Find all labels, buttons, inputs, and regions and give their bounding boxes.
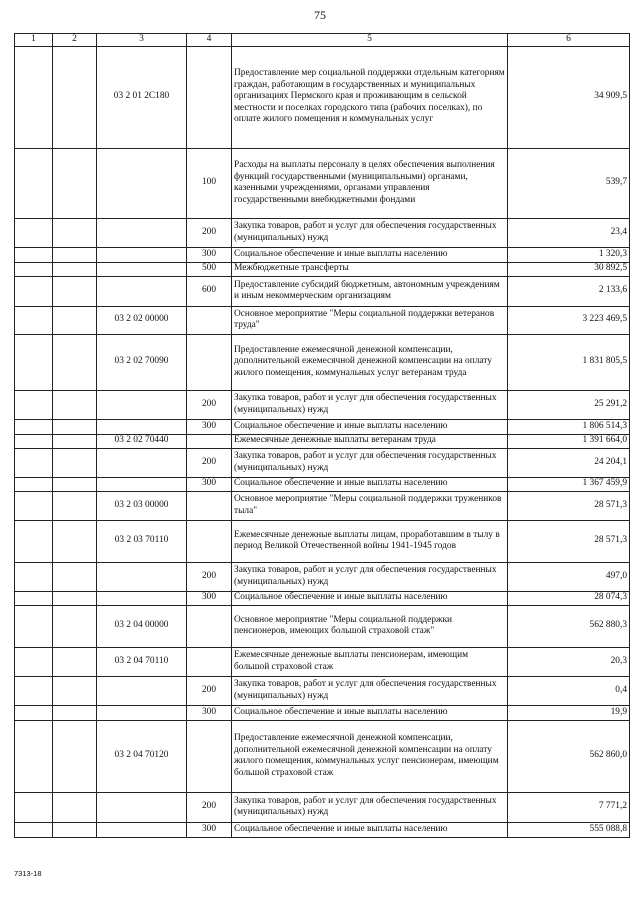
column-header: 6 [508,34,630,47]
row-amount: 28 571,3 [508,520,630,562]
column-header: 3 [97,34,187,47]
row-amount: 7 771,2 [508,792,630,822]
target-article-code [97,148,187,218]
row-description: Ежемесячные денежные выплаты пенсионерам, имеющим большой страховой стаж [232,647,508,676]
row-amount: 1 806 514,3 [508,419,630,434]
row-description: Основное мероприятие "Меры социальной поддержки тружеников тыла" [232,491,508,520]
page-number: 75 [314,8,326,22]
row-amount: 1 320,3 [508,247,630,262]
row-amount: 28 571,3 [508,491,630,520]
target-article-code [97,218,187,247]
table-row [15,448,630,477]
target-article-code [97,477,187,491]
row-description: Закупка товаров, работ и услуг для обеспечения государственных (муниципальных) нужд [232,448,508,477]
target-article-code [97,792,187,822]
expense-type-code [187,520,232,562]
row-description: Закупка товаров, работ и услуг для обеспечения государственных (муниципальных) нужд [232,390,508,419]
expense-type-code [187,720,232,792]
row-amount: 25 291,2 [508,390,630,419]
target-article-code [97,822,187,837]
expense-type-code: 300 [187,419,232,434]
target-article-code [97,390,187,419]
row-description: Предоставление ежемесячной денежной компенсации, дополнительной ежемесячной денежной компенсации на оплату жилого помещения, коммунальных услуг пенсионерам, имеющим большой страховой стаж [232,720,508,792]
expense-type-code: 300 [187,247,232,262]
row-amount: 3 223 469,5 [508,306,630,334]
row-amount: 1 367 459,9 [508,477,630,491]
table-row [15,605,630,647]
expense-type-code: 200 [187,448,232,477]
row-amount: 20,3 [508,647,630,676]
table-header-row [15,34,630,47]
row-description: Закупка товаров, работ и услуг для обеспечения государственных (муниципальных) нужд [232,562,508,591]
expense-type-code: 600 [187,276,232,306]
target-article-code: 03 2 04 70120 [97,720,187,792]
row-amount: 497,0 [508,562,630,591]
row-amount: 34 909,5 [508,46,630,148]
table-row [15,720,630,792]
expense-type-code [187,306,232,334]
table-row [15,491,630,520]
target-article-code [97,562,187,591]
row-amount: 28 074,3 [508,591,630,605]
target-article-code [97,591,187,605]
row-amount: 562 860,0 [508,720,630,792]
row-description: Основное мероприятие "Меры социальной поддержки пенсионеров, имеющих большой страховой стаж" [232,605,508,647]
table-row [15,434,630,448]
target-article-code [97,262,187,276]
expense-type-code [187,46,232,148]
row-amount: 539,7 [508,148,630,218]
expense-type-code: 300 [187,705,232,720]
expense-type-code: 300 [187,822,232,837]
table-row [15,822,630,837]
row-amount: 30 892,5 [508,262,630,276]
target-article-code: 03 2 02 70440 [97,434,187,448]
row-description: Ежемесячные денежные выплаты ветеранам труда [232,434,508,448]
table-row [15,46,630,148]
row-description: Предоставление субсидий бюджетным, автономным учреждениям и иным некоммерческим организациям [232,276,508,306]
row-amount: 23,4 [508,218,630,247]
row-description: Социальное обеспечение и иные выплаты населению [232,822,508,837]
expense-type-code: 200 [187,390,232,419]
table-row [15,705,630,720]
target-article-code: 03 2 03 70110 [97,520,187,562]
row-description: Социальное обеспечение и иные выплаты населению [232,247,508,262]
expense-type-code: 300 [187,591,232,605]
table-row [15,562,630,591]
row-description: Межбюджетные трансферты [232,262,508,276]
column-header: 2 [53,34,97,47]
row-description: Социальное обеспечение и иные выплаты населению [232,419,508,434]
target-article-code [97,276,187,306]
column-header: 5 [232,34,508,47]
row-description: Социальное обеспечение и иные выплаты населению [232,477,508,491]
target-article-code: 03 2 03 00000 [97,491,187,520]
target-article-code: 03 2 01 2С180 [97,46,187,148]
expense-type-code: 200 [187,562,232,591]
row-description: Социальное обеспечение и иные выплаты населению [232,591,508,605]
expense-type-code [187,334,232,390]
table-row [15,520,630,562]
row-amount: 1 391 664,0 [508,434,630,448]
row-description: Предоставление ежемесячной денежной компенсации, дополнительной ежемесячной денежной компенсации на оплату жилого помещения, коммунальных услуг ветеранам труда [232,334,508,390]
expense-type-code [187,605,232,647]
table-row [15,676,630,705]
row-amount: 1 831 805,5 [508,334,630,390]
table-row [15,218,630,247]
table-row [15,334,630,390]
target-article-code: 03 2 04 00000 [97,605,187,647]
target-article-code [97,676,187,705]
target-article-code: 03 2 02 00000 [97,306,187,334]
table-row [15,276,630,306]
expense-type-code: 300 [187,477,232,491]
target-article-code: 03 2 04 70110 [97,647,187,676]
target-article-code [97,247,187,262]
row-description: Закупка товаров, работ и услуг для обеспечения государственных (муниципальных) нужд [232,218,508,247]
expense-type-code [187,434,232,448]
row-description: Предоставление мер социальной поддержки отдельным категориям граждан, работающим в государственных и муниципальных организациях Пермского края и проживающим в сельской местности и поселках городского типа (рабочих поселках), по оплате жилого помещения и коммунальных услуг [232,46,508,148]
target-article-code [97,705,187,720]
expense-type-code [187,491,232,520]
expense-type-code: 200 [187,792,232,822]
table-row [15,148,630,218]
expense-type-code [187,647,232,676]
table-row [15,419,630,434]
row-description: Основное мероприятие "Меры социальной поддержки ветеранов труда" [232,306,508,334]
table-row [15,647,630,676]
row-amount: 555 088,8 [508,822,630,837]
expense-type-code: 100 [187,148,232,218]
table-row [15,792,630,822]
target-article-code [97,448,187,477]
column-header: 1 [15,34,53,47]
table-row [15,390,630,419]
row-amount: 24 204,1 [508,448,630,477]
row-description: Закупка товаров, работ и услуг для обеспечения государственных (муниципальных) нужд [232,676,508,705]
row-description: Социальное обеспечение и иные выплаты населению [232,705,508,720]
row-description: Закупка товаров, работ и услуг для обеспечения государственных (муниципальных) нужд [232,792,508,822]
row-amount: 0,4 [508,676,630,705]
target-article-code [97,419,187,434]
row-description: Ежемесячные денежные выплаты лицам, проработавшим в тылу в период Великой Отечественной войны 1941-1945 годов [232,520,508,562]
row-description: Расходы на выплаты персоналу в целях обеспечения выполнения функций государственными (муниципальными) органами, казенными учреждениями, органами управления государственными внебюджетными фондами [232,148,508,218]
document-code: 7313-18 [14,869,42,878]
table-row [15,477,630,491]
table-row [15,591,630,605]
expense-type-code: 200 [187,676,232,705]
target-article-code: 03 2 02 70090 [97,334,187,390]
row-amount: 19,9 [508,705,630,720]
row-amount: 2 133,6 [508,276,630,306]
table-row [15,306,630,334]
column-header: 4 [187,34,232,47]
table-row [15,262,630,276]
row-amount: 562 880,3 [508,605,630,647]
expense-type-code: 200 [187,218,232,247]
expense-type-code: 500 [187,262,232,276]
table-row [15,247,630,262]
budget-table [14,33,630,838]
